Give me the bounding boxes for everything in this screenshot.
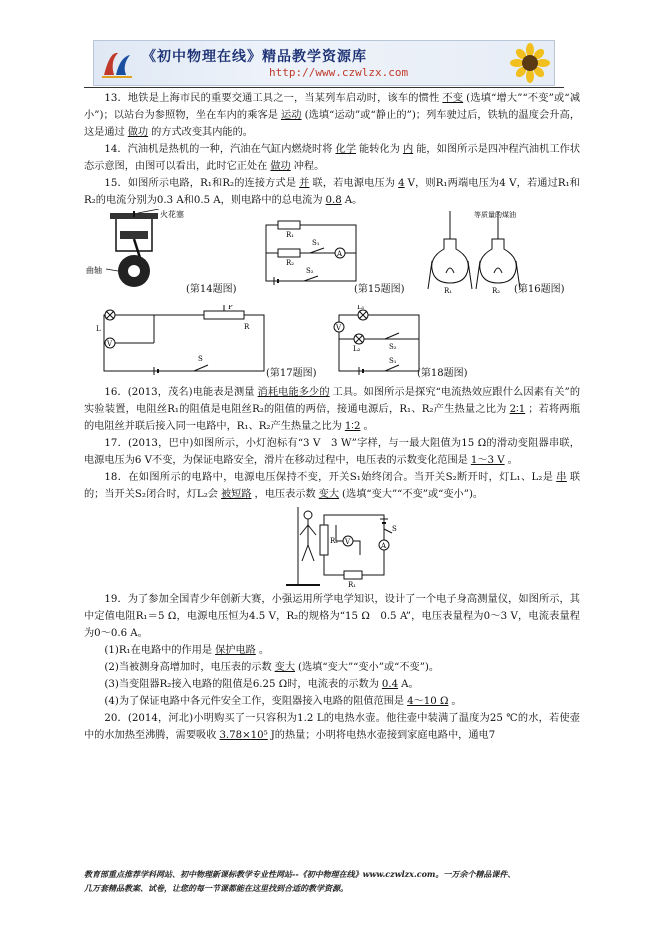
answer-blank: 变大 bbox=[274, 662, 296, 673]
answer-blank: 内 bbox=[402, 144, 414, 155]
svg-text:R₂: R₂ bbox=[492, 287, 501, 294]
question-20: 20．(2014，河北)小明购买了一只容积为1.2 L的电热水壶。他往壶中装满了温度为25 ℃的水，若使壶中的水加热至沸腾，需要吸收 3.78×10⁵ J的热量；小明将电热水壶接到家庭电路中，通电7 bbox=[84, 713, 580, 741]
question-19: 19．为了参加全国青少年创新大赛，小强运用所学电学知识，设计了一个电子身高测量仪，如图所示，其中定值电阻R₁＝5 Ω，电源电压恒为4.5 V，R₂的规格为“15 Ω 0.5 A”，电压表量程为0～3 V，电流表量程为0～0.6 A。 bbox=[84, 594, 580, 639]
answer-blank: 做功 bbox=[127, 127, 149, 138]
svg-text:V: V bbox=[345, 538, 351, 546]
answer-blank: 运动 bbox=[281, 110, 302, 121]
svg-text:S₁: S₁ bbox=[389, 357, 397, 365]
question-19-part-3: (3)当变阻器R₂接入电路的阻值是6.25 Ω时，电流表的示数为 0.4 A。 bbox=[104, 679, 419, 690]
header-rule bbox=[84, 87, 564, 88]
answer-blank: 保护电路 bbox=[215, 645, 256, 656]
answer-blank: 2∶1 bbox=[509, 404, 526, 415]
figure-row-17-18 bbox=[84, 301, 580, 384]
svg-text:R₁: R₁ bbox=[348, 581, 357, 589]
caption-14: (第14题图) bbox=[186, 284, 237, 295]
answer-blank: 0.4 bbox=[381, 679, 399, 690]
svg-text:S₁: S₁ bbox=[312, 239, 320, 247]
engine-diagram bbox=[84, 209, 194, 294]
svg-text:A: A bbox=[381, 542, 387, 550]
svg-text:R₂: R₂ bbox=[286, 259, 295, 267]
height-meter-circuit bbox=[284, 505, 404, 589]
svg-text:L: L bbox=[96, 325, 101, 333]
svg-text:R₂: R₂ bbox=[330, 537, 339, 545]
question-15: 15．如图所示电路，R₁和R₂的连接方式是 并 联，若电源电压为 4 V，则R₁两端电压为4 V，若通过R₁和R₂的电流分别为0.3 A和0.5 A，则电路中的总电流为 0.8 A。 bbox=[84, 178, 580, 206]
answer-blank: 做功 bbox=[270, 161, 291, 172]
svg-text:R₁: R₁ bbox=[444, 287, 453, 294]
answer-blank: 串 bbox=[556, 472, 567, 483]
answer-blank: 3.78×10⁵ bbox=[219, 730, 268, 741]
answer-blank: 4 bbox=[398, 178, 405, 189]
svg-text:V: V bbox=[336, 324, 342, 332]
answer-blank: 消耗电能多少的 bbox=[257, 387, 330, 398]
question-19-part-1: (1)R₁在电路中的作用是 保护电路 。 bbox=[104, 645, 270, 656]
circuit-15 bbox=[256, 217, 366, 295]
caption-15: (第15题图) bbox=[354, 284, 405, 295]
circuit-17 bbox=[94, 305, 274, 377]
question-17: 17．(2013，巴中)如图所示，小灯泡标有“3 V 3 W”字样，与一最大阻值为15 Ω的滑动变阻器串联，电源电压为6 V不变，为保证电路安全，滑片在移动过程中，电压表的示数变化范围是 1～3 V 。 bbox=[84, 438, 580, 466]
svg-text:S: S bbox=[392, 525, 397, 533]
caption-17: (第17题图) bbox=[266, 368, 317, 379]
answer-blank: 0.8 bbox=[325, 195, 342, 206]
answer-blank: 化学 bbox=[335, 144, 356, 155]
circuit-18 bbox=[329, 305, 429, 377]
banner-url[interactable]: http://www.czwlzx.com bbox=[269, 66, 409, 79]
svg-text:L₁: L₁ bbox=[357, 305, 365, 311]
svg-text:S₂: S₂ bbox=[389, 343, 397, 351]
document-body bbox=[84, 90, 580, 744]
svg-text:等质量的煤油: 等质量的煤油 bbox=[474, 211, 516, 219]
svg-text:A: A bbox=[337, 250, 343, 258]
svg-text:P: P bbox=[228, 305, 233, 311]
answer-blank: 1～3 V bbox=[470, 455, 505, 466]
svg-text:V: V bbox=[107, 340, 113, 348]
answer-blank: 不变 bbox=[442, 93, 464, 104]
svg-text:S₂: S₂ bbox=[306, 267, 314, 275]
header-banner bbox=[93, 40, 555, 86]
spark-plug-label: 火花塞 bbox=[160, 210, 184, 219]
figure-row-14-16 bbox=[84, 209, 580, 301]
svg-text:R₁: R₁ bbox=[286, 231, 295, 239]
question-19-part-4: (4)为了保证电路中各元件安全工作，变阻器接入电路的阻值范围是 4～10 Ω 。 bbox=[104, 696, 462, 707]
question-19-part-2: (2)当被测身高增加时，电压表的示数 变大 (选填“变大”“变小”或“不变”)。 bbox=[104, 662, 440, 673]
footer-line-1: 教育部重点推荐学科网站、初中物理新课标教学专业性网站--《初中物理在线》www.czwlzx.com。一万余个精品课件、 bbox=[84, 869, 516, 879]
answer-blank: 1∶2 bbox=[344, 421, 361, 432]
answer-blank: 被短路 bbox=[220, 489, 252, 500]
question-13: 13．地铁是上海市民的重要交通工具之一，当某列车启动时，该车的惯性 不变 (选填“增大”“不变”或“减小”)；以站台为参照物，坐在车内的乘客是 运动 (选填“运动”或“静止的”)；列车驶过后，铁轨的温度会升高，这是通过 做功 的方式改变其内能的。 bbox=[84, 93, 581, 138]
page-footer bbox=[84, 867, 584, 895]
answer-blank: 并 bbox=[299, 178, 310, 189]
question-14: 14．汽油机是热机的一种，汽油在气缸内燃烧时将 化学 能转化为 内 能，如图所示是四冲程汽油机工作状态示意图，由图可以看出，此时它正处在 做功 冲程。 bbox=[84, 144, 581, 172]
svg-text:S: S bbox=[198, 355, 203, 363]
crankshaft-label: 曲轴 bbox=[86, 266, 102, 275]
answer-blank: 4～10 Ω bbox=[407, 696, 449, 707]
answer-blank: 变大 bbox=[318, 489, 340, 500]
banner-title: 《初中物理在线》精品教学资源库 bbox=[142, 49, 367, 65]
caption-18: (第18题图) bbox=[417, 368, 468, 379]
question-16: 16．(2013，茂名)电能表是测量 消耗电能多少的 工具。如图所示是探究“电流热效应跟什么因素有关”的实验装置，电阻丝R₁的阻值是电阻丝R₂的阻值的两倍，接通电源后，R₁、R₂产生热量之比为 2∶1 ；若将两瓶的电阻丝并联后接入同一电路中，R₁、R₂产生热量之比为 1∶2 。 bbox=[84, 387, 581, 432]
svg-text:L₂: L₂ bbox=[353, 345, 361, 353]
figure-height-meter bbox=[84, 503, 580, 591]
sunflower-icon bbox=[510, 43, 550, 83]
question-18: 18．在如图所示的电路中，电源电压保持不变，开关S₁始终闭合。当开关S₂断开时，灯L₁、L₂是 串 联的；当开关S₂闭合时，灯L₂会 被短路 ，电压表示数 变大 (选填“变大”“不变”或“变小”)。 bbox=[84, 472, 581, 500]
footer-line-2: 几万套精品教案、试卷，让您的每一节课都能在这里找到合适的教学资源。 bbox=[84, 883, 348, 893]
svg-text:R: R bbox=[244, 323, 250, 331]
caption-16: (第16题图) bbox=[514, 284, 565, 295]
site-logo-icon bbox=[100, 47, 134, 79]
